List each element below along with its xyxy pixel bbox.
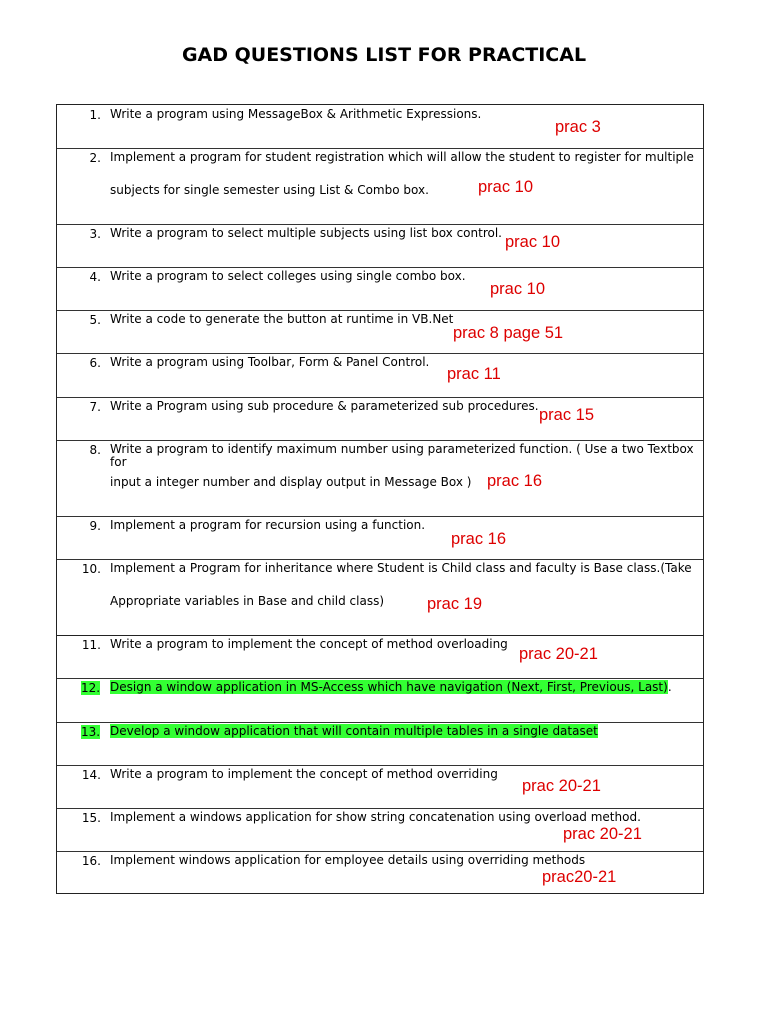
table-row (57, 149, 703, 225)
question-text: Implement a windows application for show string concatenation using overload method. (110, 810, 641, 824)
questions-table (56, 104, 704, 894)
row-number: 2. (89, 151, 101, 165)
question-text: Implement a program for recursion using a function. (110, 518, 426, 532)
question-text: Write a program using Toolbar, Form & Panel Control. (110, 355, 430, 369)
question-text: Implement a Program for inheritance where Student is Child class and faculty is Base class.(Take (110, 561, 692, 575)
row-number: 11. (81, 638, 101, 652)
table-row (57, 398, 703, 441)
highlighted-text: Design a (110, 680, 163, 694)
question-text: Write a program to select multiple subjects using list box control. (110, 226, 502, 240)
question-text-line2: Appropriate variables in Base and child class) (110, 594, 385, 608)
question-text (110, 681, 695, 694)
handwritten-note: prac 11 (447, 365, 501, 383)
table-row (57, 679, 703, 723)
table-row (57, 311, 703, 354)
question-text: Write a program to implement the concept of method overriding (110, 767, 498, 781)
table-row (57, 636, 703, 679)
question-text: Write a program using MessageBox & Arithmetic Expressions. (110, 107, 482, 121)
row-number: 10. (81, 562, 101, 576)
highlighted-text: window application in MS-Access which have navigation (Next, First, Previous, Last) (162, 680, 668, 694)
table-row (57, 441, 703, 517)
row-number: 16. (81, 854, 101, 868)
handwritten-note: prac 15 (539, 406, 595, 424)
handwritten-note: prac 20-21 (522, 777, 601, 795)
table-row (57, 723, 703, 766)
question-text: Write a code to generate the button at runtime in VB.Net (110, 312, 454, 326)
handwritten-note: prac 10 (478, 178, 534, 196)
handwritten-note: prac 3 (555, 118, 601, 136)
table-row (57, 809, 703, 852)
row-number: 13. (81, 725, 101, 739)
question-text: Implement a program for student registration which will allow the student to register for multiple (110, 150, 694, 164)
question-text: Write a program to identify maximum number using parameterized function. ( Use a two Textbox for (110, 442, 694, 469)
handwritten-note: prac 16 (487, 472, 543, 490)
row-number: 5. (89, 313, 101, 327)
table-row (57, 852, 703, 893)
row-number: 8. (89, 443, 101, 457)
handwritten-note: prac20-21 (542, 868, 617, 886)
question-text-line2: input a integer number and display output in Message Box ) (110, 475, 472, 489)
question-text: Implement windows application for employee details using overriding methods (110, 853, 586, 867)
table-row (57, 560, 703, 636)
row-number: 15. (81, 811, 101, 825)
highlighted-text: Develop a window application that will contain multiple tables in a single dataset (110, 724, 598, 738)
handwritten-note: prac 20-21 (519, 645, 598, 663)
handwritten-note: prac 16 (451, 530, 507, 548)
handwritten-note: prac 10 (490, 280, 546, 298)
row-number: 7. (89, 400, 101, 414)
question-text: Write a Program using sub procedure & parameterized sub procedures. (110, 399, 539, 413)
row-number: 14. (81, 768, 101, 782)
table-row (57, 354, 703, 398)
question-text: Write a program to implement the concept of method overloading (110, 637, 508, 651)
row-number: 1. (89, 108, 101, 122)
row-number: 3. (89, 227, 101, 241)
question-text-end: . (667, 680, 672, 694)
row-number: 6. (89, 356, 101, 370)
row-number: 4. (89, 270, 101, 284)
table-row (57, 268, 703, 311)
handwritten-note: prac 8 page 51 (453, 324, 564, 342)
page-title: GAD QUESTIONS LIST FOR PRACTICAL (181, 44, 587, 66)
row-number: 9. (89, 519, 101, 533)
question-text: Write a program to select colleges using single combo box. (110, 269, 466, 283)
question-text-line2: subjects for single semester using List & Combo box. (110, 183, 429, 197)
row-number: 12. (81, 681, 101, 695)
handwritten-note: prac 20-21 (563, 825, 642, 843)
table-row (57, 105, 703, 149)
table-row (57, 766, 703, 809)
handwritten-note: prac 19 (427, 595, 483, 613)
handwritten-note: prac 10 (505, 233, 561, 251)
table-row (57, 225, 703, 268)
question-text (110, 725, 695, 738)
table-row (57, 517, 703, 560)
